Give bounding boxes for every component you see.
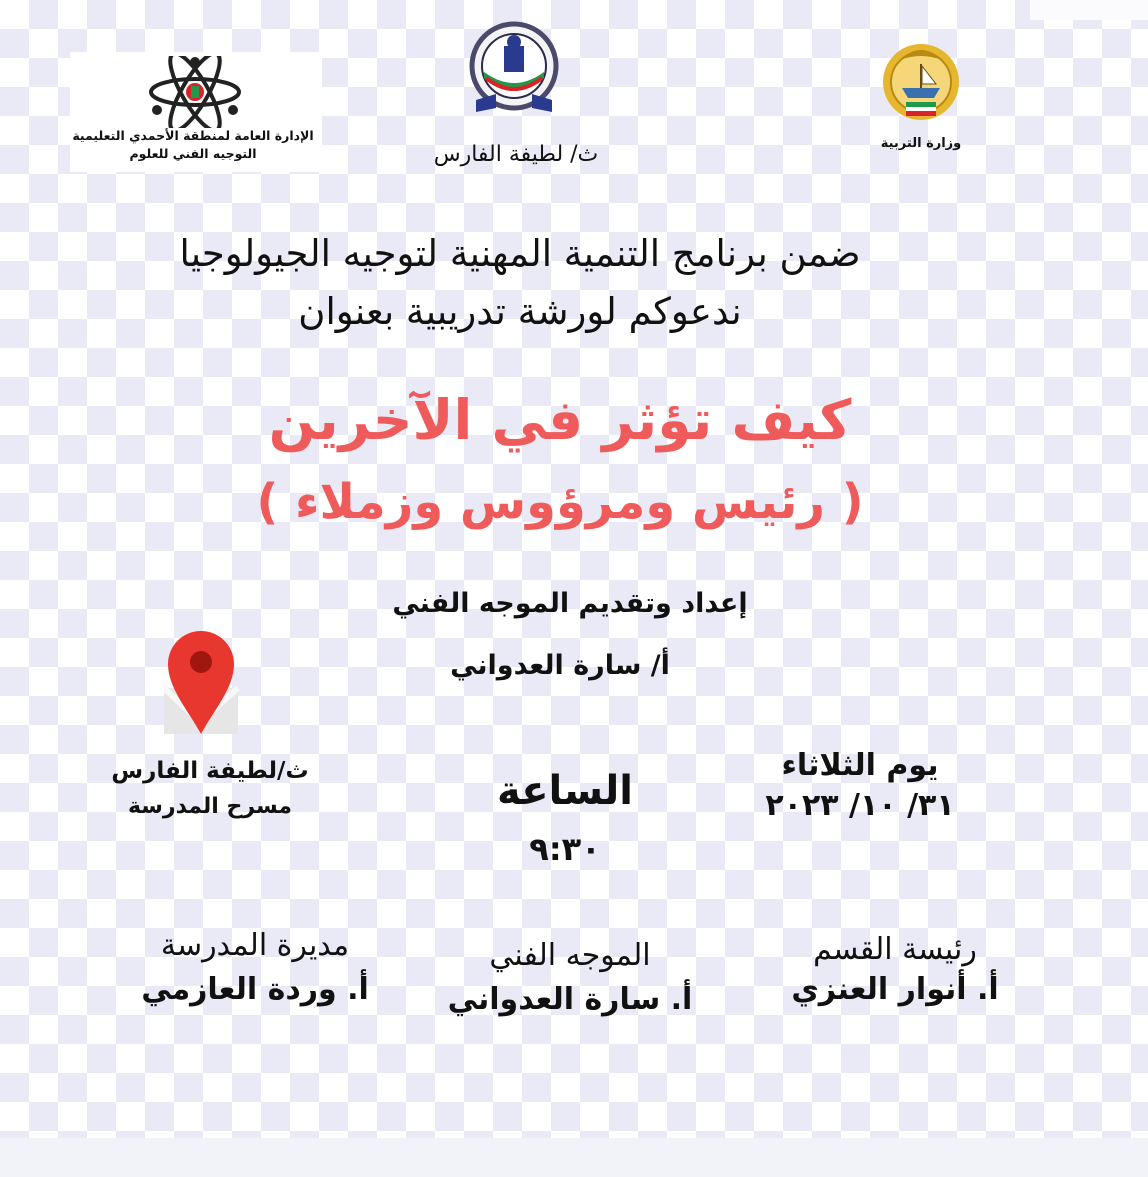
ministry-emblem [878,38,964,134]
principal-name: أ. وردة العازمي [141,972,369,1007]
location-line-1: ث/لطيفة الفارس [111,758,309,784]
principal-role: مديرة المدرسة [160,928,350,963]
map-pin-icon [160,622,242,740]
workshop-subtitle: ( رئيس ومرؤوس وزملاء ) [256,474,864,530]
location-line-2: مسرح المدرسة [127,794,293,819]
department-head-role: رئيسة القسم [813,932,977,967]
intro-line-2: ندعوكم لورشة تدريبية بعنوان [298,290,742,333]
atom-logo [145,56,245,128]
left-logo-caption-line1: الإدارة العامة لمنطقة الأحمدي التعليمية [72,128,314,143]
left-logo-caption-line2: التوجيه الفني للعلوم [129,146,257,161]
school-name-caption: ث/ لطيفة الفارس [433,142,599,167]
school-logo [466,20,562,116]
window-edge [1030,0,1148,20]
presenter-label: إعداد وتقديم الموجه الفني [392,588,748,619]
time-value: ٩:٣٠ [529,830,601,868]
ministry-caption: وزارة التربية [880,136,962,151]
supervisor-name: أ. سارة العدواني [447,982,693,1017]
department-head-name: أ. أنوار العنزي [791,972,999,1007]
intro-line-1: ضمن برنامج التنمية المهنية لتوجيه الجيولوجيا [179,232,861,275]
date-value: ٣١/ ١٠/ ٢٠٢٣ [765,788,955,823]
workshop-title: كيف تؤثر في الآخرين [268,388,852,452]
supervisor-role: الموجه الفني [489,938,651,973]
time-label: الساعة [496,768,634,814]
day-label: يوم الثلاثاء [781,748,939,783]
bottom-bar [0,1138,1148,1177]
presenter-name: أ/ سارة العدواني [450,650,670,681]
